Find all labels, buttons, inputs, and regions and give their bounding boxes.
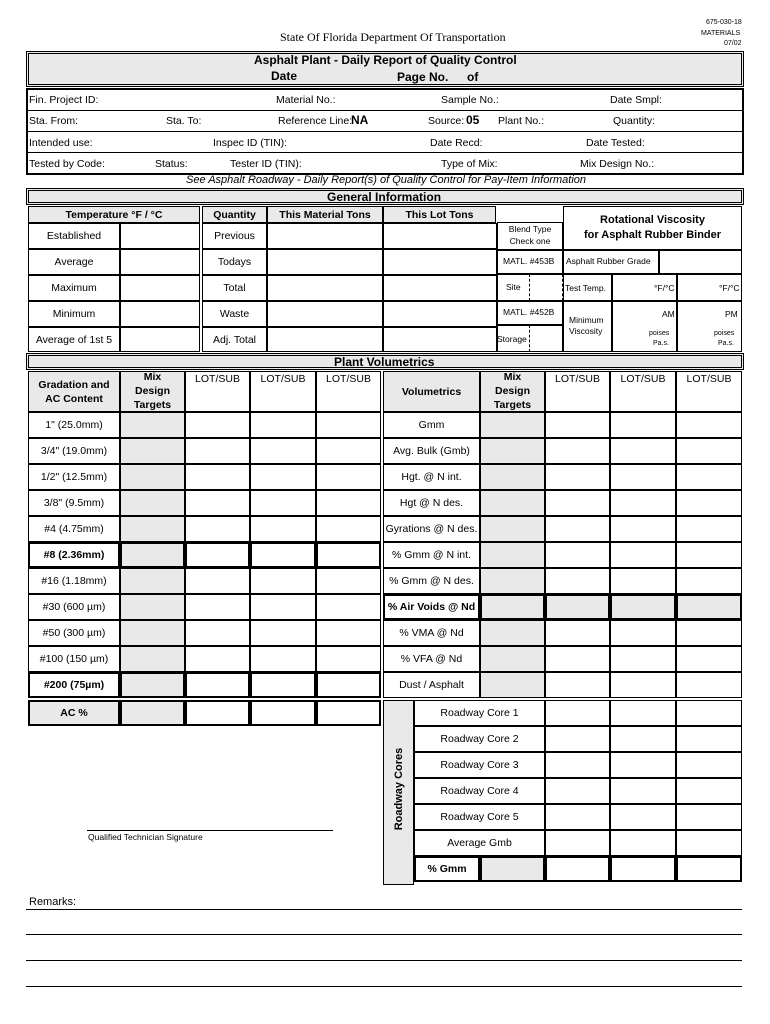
- sieve-lot-1[interactable]: [185, 412, 250, 438]
- volumetrics-lot-1[interactable]: [545, 542, 610, 568]
- date-smpl-field[interactable]: Date Smpl:: [610, 94, 662, 106]
- remarks-line-2[interactable]: [26, 934, 742, 935]
- temperature-header: Temperature °F / °C: [28, 206, 200, 223]
- source-field[interactable]: Source:: [428, 115, 465, 127]
- core-label: Roadway Core 1: [414, 700, 545, 726]
- volumetrics-lot-2[interactable]: [610, 620, 676, 646]
- rv-header-box: [563, 206, 742, 250]
- sieve-label: #100 (150 µm): [28, 646, 120, 672]
- sieve-label: #4 (4.75mm): [28, 516, 120, 542]
- quantity-field[interactable]: Quantity:: [613, 115, 656, 127]
- volumetrics-lot-3[interactable]: [676, 620, 742, 646]
- volumetrics-lot-2[interactable]: [610, 516, 676, 542]
- ac-percent-lot-2[interactable]: [250, 700, 316, 726]
- remarks-line-1[interactable]: [26, 909, 742, 910]
- material-no-field[interactable]: Material No.:: [276, 94, 336, 106]
- sieve-label: 1/2" (12.5mm): [28, 464, 120, 490]
- plant-no-field[interactable]: Plant No.:: [498, 115, 545, 127]
- sieve-lot-1[interactable]: [185, 490, 250, 516]
- tester-id-field[interactable]: Tester ID (TIN):: [230, 158, 302, 170]
- rv-title-2: for Asphalt Rubber Binder: [583, 229, 722, 241]
- test-temp-label: Test Temp.: [565, 283, 606, 293]
- temp-row-label: Average of 1st 5: [28, 327, 120, 352]
- volumetrics-label: % Air Voids @ Nd: [383, 594, 480, 620]
- design-label-right: Design: [494, 385, 530, 397]
- pct-gmm-lot-2[interactable]: [610, 856, 676, 882]
- volumetrics-target[interactable]: [480, 568, 545, 594]
- plant-volumetrics-title: Plant Volumetrics: [334, 355, 435, 369]
- sieve-lot-1[interactable]: [185, 464, 250, 490]
- sieve-target[interactable]: [120, 594, 185, 620]
- qty-row-label: Todays: [202, 249, 267, 275]
- this-lot-tons-value[interactable]: [383, 327, 497, 352]
- volumetrics-label: Dust / Asphalt: [383, 672, 480, 698]
- this-material-tons-header: This Material Tons: [267, 206, 383, 223]
- volumetrics-lot-1[interactable]: [545, 620, 610, 646]
- check-one-label: Check one: [509, 236, 551, 246]
- volumetrics-target[interactable]: [480, 490, 545, 516]
- core-lot-2[interactable]: [610, 778, 676, 804]
- sieve-lot-3[interactable]: [316, 542, 381, 568]
- pct-gmm-label: % Gmm: [414, 856, 480, 882]
- volumetrics-lot-2[interactable]: [610, 594, 676, 620]
- core-lot-3[interactable]: [676, 726, 742, 752]
- page-no-label: Page No.: [397, 70, 449, 84]
- volumetrics-lot-1[interactable]: [545, 412, 610, 438]
- sieve-label: 3/8" (9.5mm): [28, 490, 120, 516]
- sieve-lot-1[interactable]: [185, 568, 250, 594]
- volumetrics-target[interactable]: [480, 464, 545, 490]
- design-label-left: Design: [134, 385, 170, 397]
- this-material-tons-value[interactable]: [267, 249, 383, 275]
- of-label: of: [467, 70, 479, 84]
- volumetrics-target[interactable]: [480, 516, 545, 542]
- sieve-target[interactable]: [120, 438, 185, 464]
- core-label: Roadway Core 4: [414, 778, 545, 804]
- volumetrics-lot-3[interactable]: [676, 542, 742, 568]
- sieve-lot-3[interactable]: [316, 620, 381, 646]
- core-label: Roadway Core 2: [414, 726, 545, 752]
- agency-title: State Of Florida Department Of Transportation: [280, 30, 506, 44]
- general-info-title: General Information: [327, 190, 442, 204]
- sieve-lot-2[interactable]: [250, 620, 316, 646]
- volumetrics-target[interactable]: [480, 594, 545, 620]
- sieve-target[interactable]: [120, 412, 185, 438]
- volumetrics-lot-2[interactable]: [610, 464, 676, 490]
- volumetrics-lot-1[interactable]: [545, 516, 610, 542]
- sieve-label: #16 (1.18mm): [28, 568, 120, 594]
- volumetrics-lot-3[interactable]: [676, 438, 742, 464]
- temp-row-label: Minimum: [28, 301, 120, 327]
- blend-type-label: Blend Type: [508, 224, 552, 234]
- sample-no-field[interactable]: Sample No.:: [441, 94, 499, 106]
- sieve-lot-2[interactable]: [250, 412, 316, 438]
- quantity-header: Quantity: [202, 206, 267, 223]
- volumetrics-target[interactable]: [480, 412, 545, 438]
- pas-am: Pa.s.: [653, 340, 669, 347]
- core-lot-2[interactable]: [610, 726, 676, 752]
- form-dept: MATERIALS: [701, 30, 741, 37]
- lot-sub-label: LOT/SUB: [195, 373, 240, 385]
- volumetrics-lot-3[interactable]: [676, 594, 742, 620]
- temp-row-value[interactable]: [120, 301, 200, 327]
- this-lot-tons-value[interactable]: [383, 249, 497, 275]
- qty-row-label: Previous: [202, 223, 267, 249]
- core-lot-2[interactable]: [610, 700, 676, 726]
- volumetrics-lot-2[interactable]: [610, 672, 676, 698]
- intended-use-field[interactable]: Intended use:: [29, 137, 93, 149]
- core-label: Roadway Core 5: [414, 804, 545, 830]
- temp-unit-pm: °F/°C: [719, 283, 740, 293]
- sta-to-field[interactable]: Sta. To:: [166, 115, 202, 127]
- volumetrics-label: Avg. Bulk (Gmb): [383, 438, 480, 464]
- volumetrics-label: Gmm: [383, 412, 480, 438]
- core-lot-3[interactable]: [676, 752, 742, 778]
- volumetrics-label: % Gmm @ N des.: [383, 568, 480, 594]
- type-of-mix-field[interactable]: Type of Mix:: [441, 158, 498, 170]
- sieve-target[interactable]: [120, 646, 185, 672]
- volumetrics-label: % VMA @ Nd: [383, 620, 480, 646]
- volumetrics-lot-2[interactable]: [610, 542, 676, 568]
- pm-label: PM: [725, 309, 738, 319]
- sieve-lot-1[interactable]: [185, 516, 250, 542]
- date-tested-field[interactable]: Date Tested:: [586, 137, 645, 149]
- remarks-line-3[interactable]: [26, 960, 742, 961]
- viscosity-label: Viscosity: [569, 326, 603, 336]
- volumetrics-header-label: Volumetrics: [401, 386, 462, 398]
- core-lot-3[interactable]: [676, 700, 742, 726]
- core-label: Average Gmb: [414, 830, 545, 856]
- sieve-lot-1[interactable]: [185, 620, 250, 646]
- core-lot-1[interactable]: [545, 752, 610, 778]
- core-lot-1[interactable]: [545, 726, 610, 752]
- pas-pm: Pa.s.: [718, 340, 734, 347]
- this-material-tons-value[interactable]: [267, 223, 383, 249]
- signature-label: Qualified Technician Signature: [88, 832, 203, 842]
- volumetrics-target[interactable]: [480, 542, 545, 568]
- reference-line-value: NA: [351, 113, 369, 127]
- tested-by-code-field[interactable]: Tested by Code:: [29, 158, 105, 170]
- volumetrics-lot-3[interactable]: [676, 412, 742, 438]
- sieve-lot-3[interactable]: [316, 568, 381, 594]
- core-lot-1[interactable]: [545, 700, 610, 726]
- signature-line: [87, 830, 333, 831]
- volumetrics-lot-3[interactable]: [676, 464, 742, 490]
- ac-percent-lot-1[interactable]: [185, 700, 250, 726]
- sieve-lot-3[interactable]: [316, 594, 381, 620]
- storage-label: Storage: [497, 334, 527, 344]
- sieve-lot-3[interactable]: [316, 464, 381, 490]
- volumetrics-target[interactable]: [480, 620, 545, 646]
- volumetrics-lot-3[interactable]: [676, 672, 742, 698]
- volumetrics-label: % VFA @ Nd: [383, 646, 480, 672]
- core-label: Roadway Core 3: [414, 752, 545, 778]
- core-lot-2[interactable]: [610, 804, 676, 830]
- this-lot-tons-value[interactable]: [383, 223, 497, 249]
- volumetrics-lot-2[interactable]: [610, 412, 676, 438]
- volumetrics-lot-2[interactable]: [610, 568, 676, 594]
- sieve-lot-2[interactable]: [250, 568, 316, 594]
- lot-sub-label: LOT/SUB: [260, 373, 306, 385]
- date-label: Date: [271, 69, 298, 83]
- sieve-lot-1[interactable]: [185, 672, 250, 698]
- core-lot-1[interactable]: [545, 830, 610, 856]
- report-title: Asphalt Plant - Daily Report of Quality Control: [254, 53, 517, 67]
- sieve-label: 1" (25.0mm): [28, 412, 120, 438]
- sieve-lot-1[interactable]: [185, 646, 250, 672]
- sieve-lot-3[interactable]: [316, 516, 381, 542]
- volumetrics-lot-3[interactable]: [676, 516, 742, 542]
- volumetrics-lot-1[interactable]: [545, 438, 610, 464]
- sieve-label: 3/4" (19.0mm): [28, 438, 120, 464]
- this-material-tons-value[interactable]: [267, 327, 383, 352]
- rubber-grade-value[interactable]: [659, 250, 742, 274]
- core-lot-3[interactable]: [676, 830, 742, 856]
- temp-row-value[interactable]: [120, 327, 200, 352]
- mix-label-right: Mix: [503, 371, 522, 383]
- temp-row-value[interactable]: [120, 275, 200, 301]
- sieve-lot-2[interactable]: [250, 438, 316, 464]
- volumetrics-lot-1[interactable]: [545, 464, 610, 490]
- volumetrics-lot-3[interactable]: [676, 490, 742, 516]
- volumetrics-target[interactable]: [480, 438, 545, 464]
- form-date: 07/02: [724, 40, 742, 47]
- lot-sub-label: LOT/SUB: [555, 373, 600, 385]
- this-lot-tons-value[interactable]: [383, 301, 497, 327]
- sieve-lot-3[interactable]: [316, 646, 381, 672]
- targets-label-left: Targets: [133, 399, 172, 411]
- temp-row-label: Established: [28, 223, 120, 249]
- volumetrics-lot-2[interactable]: [610, 646, 676, 672]
- this-material-tons-value[interactable]: [267, 275, 383, 301]
- volumetrics-label: % Gmm @ N int.: [383, 542, 480, 568]
- status-field[interactable]: Status:: [155, 158, 188, 170]
- volumetrics-target[interactable]: [480, 646, 545, 672]
- core-lot-3[interactable]: [676, 778, 742, 804]
- sieve-lot-2[interactable]: [250, 490, 316, 516]
- sieve-lot-2[interactable]: [250, 646, 316, 672]
- volumetrics-lot-1[interactable]: [545, 568, 610, 594]
- core-lot-2[interactable]: [610, 830, 676, 856]
- sieve-target[interactable]: [120, 568, 185, 594]
- sieve-label: #8 (2.36mm): [28, 542, 120, 568]
- rv-title-1: Rotational Viscosity: [600, 214, 705, 226]
- gradation-header-2: AC Content: [45, 393, 103, 405]
- fin-project-field[interactable]: Fin. Project ID:: [29, 94, 99, 106]
- core-lot-1[interactable]: [545, 778, 610, 804]
- roadway-cores-label: Roadway Cores: [393, 747, 405, 831]
- sieve-lot-1[interactable]: [185, 542, 250, 568]
- sieve-target[interactable]: [120, 464, 185, 490]
- pct-gmm-lot-3[interactable]: [676, 856, 742, 882]
- reference-line-field[interactable]: Reference Line:: [278, 115, 353, 127]
- sieve-label: #200 (75µm): [28, 672, 120, 698]
- sieve-target[interactable]: [120, 542, 185, 568]
- volumetrics-lot-2[interactable]: [610, 490, 676, 516]
- sieve-target[interactable]: [120, 620, 185, 646]
- sieve-lot-3[interactable]: [316, 490, 381, 516]
- temp-unit-am: °F/°C: [654, 283, 675, 293]
- volumetrics-lot-1[interactable]: [545, 594, 610, 620]
- form-number: 675-030-18: [706, 19, 742, 26]
- volumetrics-lot-1[interactable]: [545, 490, 610, 516]
- lot-sub-label: LOT/SUB: [620, 373, 666, 385]
- inspec-id-field[interactable]: Inspec ID (TIN):: [213, 137, 288, 149]
- lot-sub-label: LOT/SUB: [686, 373, 732, 385]
- temp-row-label: Average: [28, 249, 120, 275]
- volumetrics-label: Hgt. @ N int.: [383, 464, 480, 490]
- matl-453b-label: MATL. #453B: [503, 256, 555, 266]
- volumetrics-label: Hgt @ N des.: [383, 490, 480, 516]
- sieve-lot-2[interactable]: [250, 516, 316, 542]
- this-lot-tons-header: This Lot Tons: [383, 206, 496, 223]
- volumetrics-lot-1[interactable]: [545, 672, 610, 698]
- gradation-header-1: Gradation and: [38, 379, 110, 391]
- sieve-target[interactable]: [120, 490, 185, 516]
- this-material-tons-value[interactable]: [267, 301, 383, 327]
- remarks-line-4[interactable]: [26, 986, 742, 987]
- core-lot-2[interactable]: [610, 752, 676, 778]
- source-value: 05: [466, 113, 480, 127]
- volumetrics-lot-2[interactable]: [610, 438, 676, 464]
- mix-design-no-field[interactable]: Mix Design No.:: [580, 158, 655, 170]
- site-label: Site: [506, 282, 521, 292]
- core-lot-1[interactable]: [545, 804, 610, 830]
- qty-row-label: Total: [202, 275, 267, 301]
- sieve-lot-1[interactable]: [185, 594, 250, 620]
- qty-row-label: Adj. Total: [202, 327, 267, 352]
- targets-label-right: Targets: [493, 399, 532, 411]
- sieve-lot-3[interactable]: [316, 438, 381, 464]
- volumetrics-lot-3[interactable]: [676, 568, 742, 594]
- ac-percent-label: AC %: [28, 700, 120, 726]
- poises-am: poises: [649, 330, 670, 337]
- ac-percent-target[interactable]: [120, 700, 185, 726]
- sieve-target[interactable]: [120, 516, 185, 542]
- gradation-header: [28, 371, 120, 412]
- volumetrics-lot-1[interactable]: [545, 646, 610, 672]
- temp-row-value[interactable]: [120, 223, 200, 249]
- volumetrics-label: Gyrations @ N des.: [383, 516, 480, 542]
- temp-row-label: Maximum: [28, 275, 120, 301]
- see-note: See Asphalt Roadway - Daily Report(s) of Quality Control for Pay-Item Information: [186, 174, 587, 186]
- mix-label-left: Mix: [143, 371, 162, 383]
- volumetrics-lot-3[interactable]: [676, 646, 742, 672]
- sieve-lot-2[interactable]: [250, 672, 316, 698]
- volumetrics-target[interactable]: [480, 672, 545, 698]
- pct-gmm-target[interactable]: [480, 856, 545, 882]
- poises-pm: poises: [714, 330, 735, 337]
- rubber-grade-label: Asphalt Rubber Grade: [566, 256, 651, 266]
- lot-sub-label: LOT/SUB: [326, 373, 371, 385]
- sieve-lot-2[interactable]: [250, 542, 316, 568]
- sieve-lot-3[interactable]: [316, 412, 381, 438]
- minimum-label: Minimum: [569, 315, 604, 325]
- sieve-lot-3[interactable]: [316, 672, 381, 698]
- am-label: AM: [662, 309, 675, 319]
- matl-452b-label: MATL. #452B: [503, 307, 555, 317]
- sieve-lot-2[interactable]: [250, 594, 316, 620]
- sieve-lot-1[interactable]: [185, 438, 250, 464]
- sieve-label: #30 (600 µm): [28, 594, 120, 620]
- sta-from-field[interactable]: Sta. From:: [29, 115, 79, 127]
- ac-percent-lot-3[interactable]: [316, 700, 381, 726]
- pct-gmm-lot-1[interactable]: [545, 856, 610, 882]
- sieve-lot-2[interactable]: [250, 464, 316, 490]
- this-lot-tons-value[interactable]: [383, 275, 497, 301]
- remarks-label: Remarks:: [29, 896, 77, 908]
- sieve-target[interactable]: [120, 672, 185, 698]
- core-lot-3[interactable]: [676, 804, 742, 830]
- qty-row-label: Waste: [202, 301, 267, 327]
- date-recd-field[interactable]: Date Recd:: [430, 137, 483, 149]
- temp-row-value[interactable]: [120, 249, 200, 275]
- sieve-label: #50 (300 µm): [28, 620, 120, 646]
